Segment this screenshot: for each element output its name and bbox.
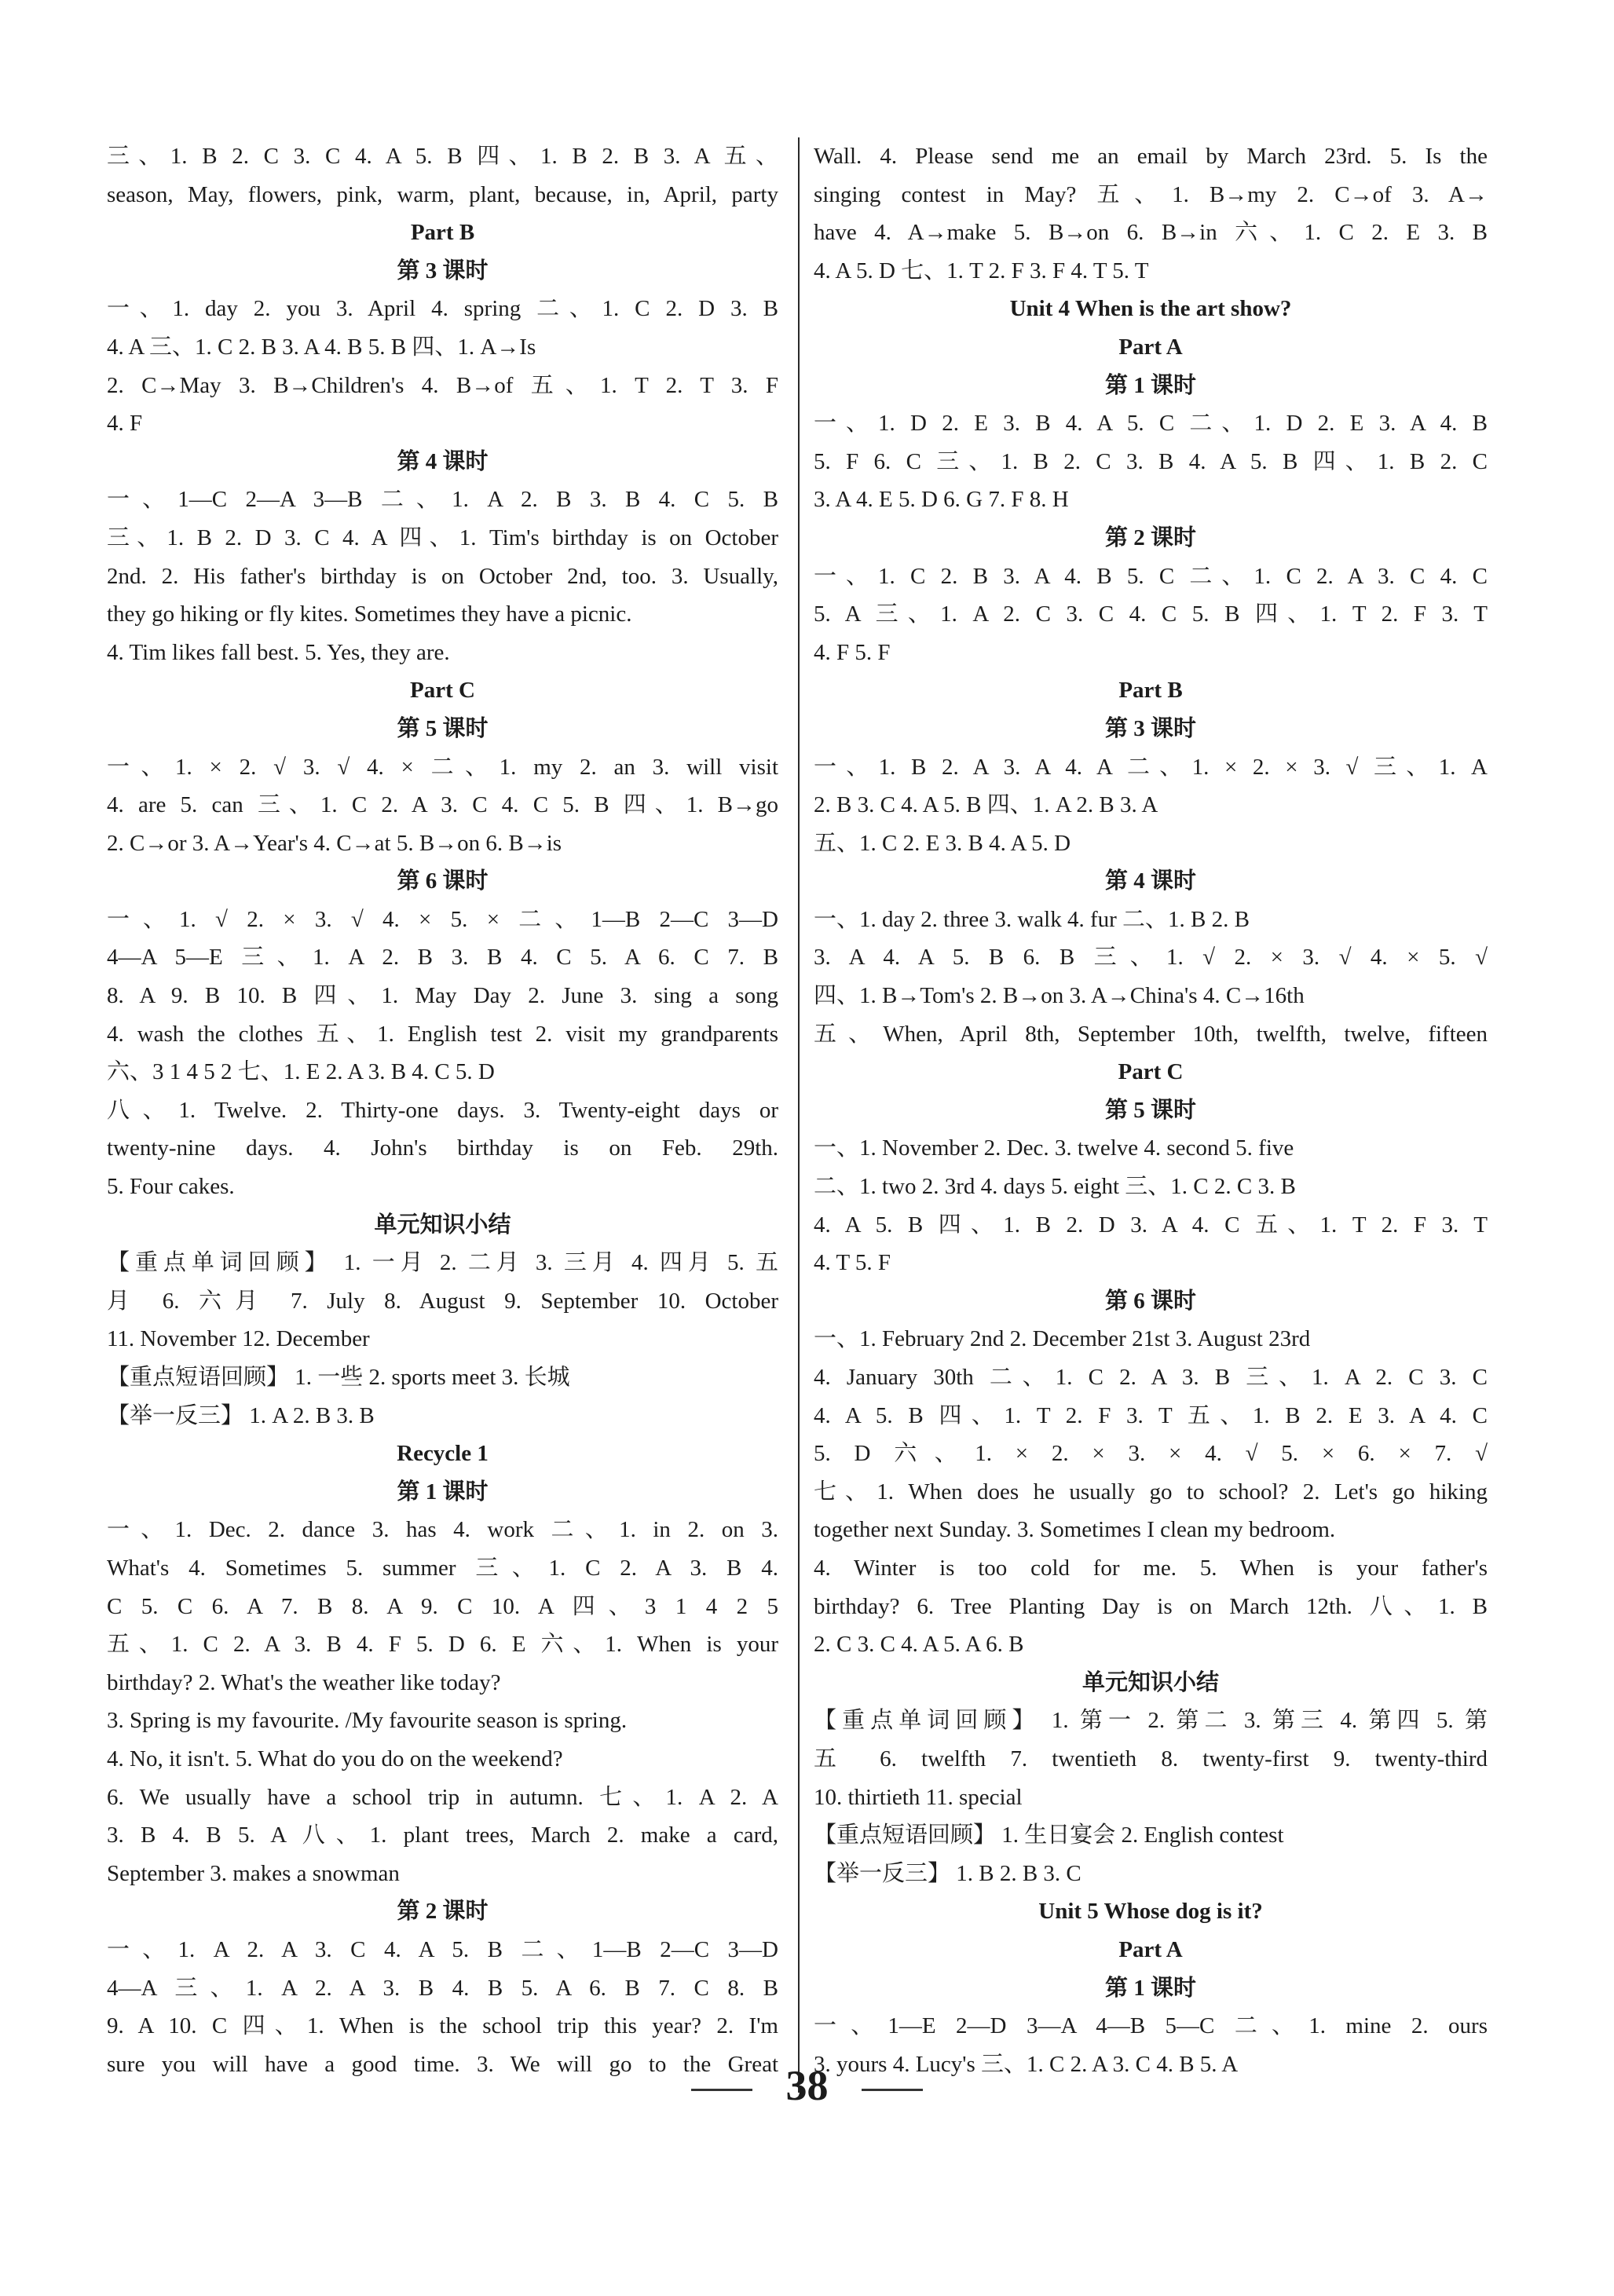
section-heading: Recycle 1	[397, 1441, 489, 1467]
answer-line: 4. A 三、1. C 2. B 3. A 4. B 5. B 四、1. A→Is	[107, 334, 536, 360]
answer-line: 八、1. Twelve. 2. Thirty-one days. 3. Twenty-eight days or	[107, 1097, 778, 1123]
answer-line: 3. B 4. B 5. A 八、1. plant trees, March 2. make a card,	[107, 1823, 778, 1848]
answer-line: 六、3 1 4 5 2 七、1. E 2. A 3. B 4. C 5. D	[107, 1059, 495, 1085]
answer-line: 五、1. C 2. A 3. B 4. F 5. D 6. E 六、1. When is your	[107, 1632, 778, 1658]
answer-line: 【重点单词回顾】 1. 一月 2. 二月 3. 三月 4. 四月 5. 五	[107, 1250, 778, 1276]
section-heading: 第 4 课时	[397, 448, 489, 474]
answer-line: 五 6. twelfth 7. twentieth 8. twenty-first 9. twenty-third	[814, 1746, 1488, 1771]
answer-line: 4. wash the clothes 五、1. English test 2. visit my grandparents	[107, 1021, 778, 1047]
answer-line: 4. T 5. F	[814, 1250, 891, 1276]
answer-line: 一、1—E 2—D 3—A 4—B 5—C 二、1. mine 2. ours	[814, 2013, 1488, 2039]
answer-line: 4—A 三、1. A 2. A 3. B 4. B 5. A 6. B 7. C 8. B	[107, 1975, 778, 2001]
answer-line: 4. A 5. B 四、1. T 2. F 3. T 五、1. B 2. E 3. A 4. C	[814, 1402, 1488, 1428]
answer-line: 一、1. day 2. three 3. walk 4. fur 二、1. B 2. B	[814, 906, 1250, 932]
section-heading: Part B	[410, 220, 475, 246]
answer-line: 6. We usually have a school trip in autumn. 七、1. A 2. A	[107, 1784, 778, 1810]
section-heading: 单元知识小结	[1081, 1669, 1219, 1695]
answer-line: 5. Four cakes.	[107, 1174, 235, 1200]
answer-line: 3. Spring is my favourite. /My favourite season is spring.	[107, 1708, 628, 1734]
answer-line: 【举一反三】 1. A 2. B 3. B	[107, 1402, 375, 1428]
answer-line: 4. are 5. can 三、1. C 2. A 3. C 4. C 5. B 四、1. B→go	[107, 792, 778, 818]
answer-line: singing contest in May? 五、1. B→my 2. C→of 3. A→	[814, 181, 1488, 207]
answer-line: sure you will have a good time. 3. We will go to the Great	[107, 2051, 778, 2077]
answer-line: 4. Winter is too cold for me. 5. When is your father's	[814, 1555, 1488, 1581]
answer-line: 5. D 六、1. × 2. × 3. × 4. √ 5. × 6. × 7. √	[814, 1441, 1488, 1467]
page-number-dash-right	[862, 2089, 923, 2091]
section-heading: Part C	[1118, 1059, 1184, 1085]
answer-line: together next Sunday. 3. Sometimes I clean my bedroom.	[814, 1517, 1336, 1543]
answer-line: 五、When, April 8th, September 10th, twelfth, twelve, fifteen	[814, 1021, 1488, 1047]
section-heading: Part A	[1118, 334, 1183, 360]
answer-line: 4. A 5. D 七、1. T 2. F 3. F 4. T 5. T	[814, 258, 1149, 283]
answer-line: C 5. C 6. A 7. B 8. A 9. C 10. A 四、3 1 4 2 5	[107, 1593, 778, 1619]
section-heading: Part C	[410, 678, 475, 704]
answer-line: 2. C 3. C 4. A 5. A 6. B	[814, 1632, 1024, 1658]
answer-line: 一、1. November 2. Dec. 3. twelve 4. second 5. five	[814, 1135, 1294, 1161]
answer-line: 10. thirtieth 11. special	[814, 1784, 1023, 1810]
answer-line: 一、1. C 2. B 3. A 4. B 5. C 二、1. C 2. A 3. C 4. C	[814, 563, 1488, 589]
section-heading: Unit 5 Whose dog is it?	[1038, 1899, 1263, 1925]
answer-line: Wall. 4. Please send me an email by March 23rd. 5. Is the	[814, 144, 1488, 169]
section-heading: 第 3 课时	[397, 258, 489, 283]
answer-line: 3. A 4. A 5. B 6. B 三、1. √ 2. × 3. √ 4. × 5. √	[814, 945, 1488, 971]
answer-line: 五、1. C 2. E 3. B 4. A 5. D	[814, 830, 1071, 856]
answer-line: 4. F 5. F	[814, 639, 891, 665]
answer-line: 9. A 10. C 四、1. When is the school trip this year? 2. I'm	[107, 2013, 778, 2039]
answer-line: 【重点短语回顾】 1. 生日宴会 2. English contest	[814, 1823, 1284, 1848]
answer-line: 5. A 三、1. A 2. C 3. C 4. C 5. B 四、1. T 2. F 3. T	[814, 601, 1488, 627]
answer-line: 一、1. √ 2. × 3. √ 4. × 5. × 二、1—B 2—C 3—D	[107, 906, 778, 932]
section-heading: 第 2 课时	[397, 1899, 489, 1925]
answer-line: 一、1—C 2—A 3—B 二、1. A 2. B 3. B 4. C 5. B	[107, 487, 778, 513]
answer-line: they go hiking or fly kites. Sometimes they have a picnic.	[107, 601, 632, 627]
answer-line: 三、1. B 2. D 3. C 4. A 四、1. Tim's birthday is on October	[107, 525, 778, 550]
section-heading: 第 1 课时	[397, 1479, 489, 1504]
section-heading: 第 4 课时	[1104, 868, 1196, 894]
answer-line: 5. F 6. C 三、1. B 2. C 3. B 4. A 5. B 四、1. B 2. C	[814, 448, 1488, 474]
page-number: 38	[785, 2062, 829, 2109]
section-heading: 第 3 课时	[1104, 715, 1196, 741]
answer-line: birthday? 6. Tree Planting Day is on March 12th. 八、1. B	[814, 1593, 1488, 1619]
answer-line: 8. A 9. B 10. B 四、1. May Day 2. June 3. sing a song	[107, 983, 778, 1009]
answer-line: 【举一反三】 1. B 2. B 3. C	[814, 1860, 1081, 1886]
left-column	[107, 137, 778, 2083]
answer-line: 一、1. Dec. 2. dance 3. has 4. work 二、1. in 2. on 3.	[107, 1517, 778, 1543]
answer-line: What's 4. Sometimes 5. summer 三、1. C 2. A 3. B 4.	[107, 1555, 778, 1581]
answer-line: 七、1. When does he usually go to school? 2. Let's go hiking	[814, 1479, 1488, 1504]
answer-line: twenty-nine days. 4. John's birthday is on Feb. 29th.	[107, 1135, 778, 1161]
answer-line: 【重点短语回顾】 1. 一些 2. sports meet 3. 长城	[107, 1365, 570, 1390]
answer-line: 二、1. two 2. 3rd 4. days 5. eight 三、1. C 2. C 3. B	[814, 1174, 1296, 1200]
answer-line: 一、1. day 2. you 3. April 4. spring 二、1. C 2. D 3. B	[107, 296, 778, 322]
answer-line: 2. B 3. C 4. A 5. B 四、1. A 2. B 3. A	[814, 792, 1158, 818]
section-heading: 第 5 课时	[397, 715, 489, 741]
section-heading: 第 1 课时	[1104, 372, 1196, 398]
section-heading: Unit 4 When is the art show?	[1009, 296, 1292, 322]
answer-line: 11. November 12. December	[107, 1326, 370, 1352]
answer-line: 2nd. 2. His father's birthday is on October 2nd, too. 3. Usually,	[107, 563, 778, 589]
section-heading: 第 6 课时	[397, 868, 489, 894]
answer-line: 一、1. D 2. E 3. B 4. A 5. C 二、1. D 2. E 3. A 4. B	[814, 411, 1488, 437]
answer-line: 4. No, it isn't. 5. What do you do on the weekend?	[107, 1746, 563, 1771]
answer-line: 4. January 30th 二、1. C 2. A 3. B 三、1. A 2. C 3. C	[814, 1365, 1488, 1390]
answer-line: 4. F	[107, 411, 143, 437]
answer-line: 3. yours 4. Lucy's 三、1. C 2. A 3. C 4. B 5. A	[814, 2051, 1239, 2077]
answer-line: 4. Tim likes fall best. 5. Yes, they are.	[107, 639, 450, 665]
answer-line: 一、1. × 2. √ 3. √ 4. × 二、1. my 2. an 3. will visit	[107, 754, 778, 780]
answer-line: birthday? 2. What's the weather like today?	[107, 1669, 501, 1695]
answer-line: 四、1. B→Tom's 2. B→on 3. A→China's 4. C→16th	[814, 983, 1305, 1009]
answer-line: 月 6. 六月 7. July 8. August 9. September 10. October	[107, 1288, 778, 1314]
section-heading: 第 5 课时	[1104, 1097, 1196, 1123]
section-heading: Part A	[1118, 1936, 1183, 1962]
answer-line: September 3. makes a snowman	[107, 1860, 400, 1886]
answer-line: 一、1. A 2. A 3. C 4. A 5. B 二、1—B 2—C 3—D	[107, 1936, 778, 1962]
answer-line: 2. C→or 3. A→Year's 4. C→at 5. B→on 6. B→is	[107, 830, 562, 856]
answer-line: 4. A 5. B 四、1. B 2. D 3. A 4. C 五、1. T 2. F 3. T	[814, 1212, 1488, 1238]
column-divider	[798, 137, 800, 2093]
answer-line: 一、1. B 2. A 3. A 4. A 二、1. × 2. × 3. √ 三、1. A	[814, 754, 1488, 780]
answer-line: 一、1. February 2nd 2. December 21st 3. August 23rd	[814, 1326, 1311, 1352]
answer-line: 4—A 5—E 三、1. A 2. B 3. B 4. C 5. A 6. C 7. B	[107, 945, 778, 971]
answer-line: 3. A 4. E 5. D 6. G 7. F 8. H	[814, 487, 1069, 513]
section-heading: 第 6 课时	[1104, 1288, 1196, 1314]
section-heading: Part B	[1118, 678, 1183, 704]
answer-line: 三、1. B 2. C 3. C 4. A 5. B 四、1. B 2. B 3. A 五、	[107, 144, 778, 169]
answer-line: have 4. A→make 5. B→on 6. B→in 六、1. C 2. E 3. B	[814, 220, 1488, 246]
section-heading: 单元知识小结	[374, 1212, 511, 1238]
answer-line: 2. C→May 3. B→Children's 4. B→of 五、1. T 2. T 3. F	[107, 372, 778, 398]
section-heading: 第 1 课时	[1104, 1975, 1196, 2001]
right-column	[814, 137, 1488, 2083]
answer-line: season, May, flowers, pink, warm, plant, because, in, April, party	[107, 181, 778, 207]
section-heading: 第 2 课时	[1104, 525, 1196, 550]
answer-line: 【重点单词回顾】 1. 第一 2. 第二 3. 第三 4. 第四 5. 第	[814, 1708, 1488, 1734]
